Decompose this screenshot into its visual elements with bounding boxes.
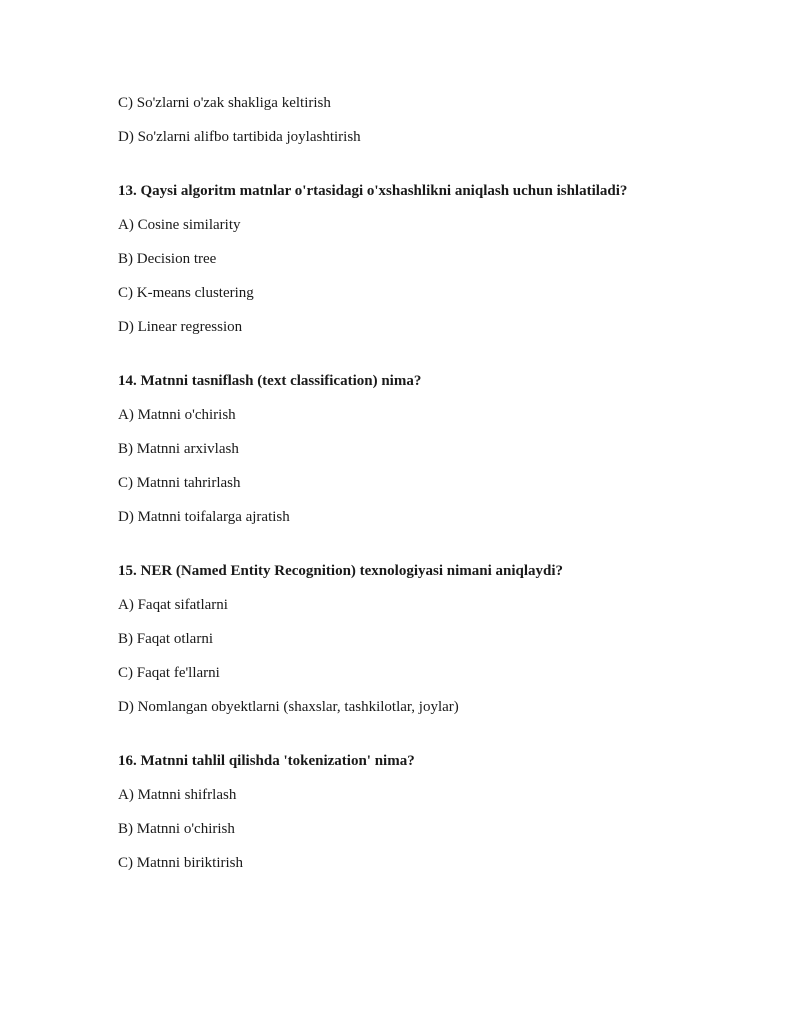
- question-block: [118, 751, 758, 873]
- answer-option: C) So'zlarni o'zak shakliga keltirish: [118, 95, 331, 111]
- answer-option: D) Linear regression: [118, 319, 243, 335]
- question-title: 16. Matnni tahlil qilishda 'tokenization' nima?: [118, 753, 415, 769]
- question-block: [118, 561, 758, 717]
- answer-option: B) Matnni arxivlash: [118, 441, 239, 457]
- quiz-content: [118, 93, 758, 887]
- answer-option: C) K-means clustering: [118, 285, 254, 301]
- answer-option: B) Matnni o'chirish: [118, 821, 235, 837]
- answer-option: D) So'zlarni alifbo tartibida joylashtirish: [118, 129, 361, 145]
- answer-option: D) Matnni toifalarga ajratish: [118, 509, 290, 525]
- answer-option: B) Decision tree: [118, 251, 217, 267]
- carryover-options: [118, 93, 758, 147]
- question-title: 13. Qaysi algoritm matnlar o'rtasidagi o'xshashlikni aniqlash uchun ishlatiladi?: [118, 183, 628, 199]
- answer-option: C) Faqat fe'llarni: [118, 665, 220, 681]
- question-block: [118, 181, 758, 337]
- answer-option: C) Matnni tahrirlash: [118, 475, 241, 491]
- question-title: 14. Matnni tasniflash (text classification) nima?: [118, 373, 422, 389]
- answer-option: A) Matnni shifrlash: [118, 787, 237, 803]
- answer-option: B) Faqat otlarni: [118, 631, 213, 647]
- answer-option: A) Matnni o'chirish: [118, 407, 236, 423]
- answer-option: A) Cosine similarity: [118, 217, 241, 233]
- answer-option: D) Nomlangan obyektlarni (shaxslar, tashkilotlar, joylar): [118, 699, 459, 715]
- question-title: 15. NER (Named Entity Recognition) texnologiyasi nimani aniqlaydi?: [118, 563, 564, 579]
- question-block: [118, 371, 758, 527]
- answer-option: A) Faqat sifatlarni: [118, 597, 228, 613]
- answer-option: C) Matnni biriktirish: [118, 855, 243, 871]
